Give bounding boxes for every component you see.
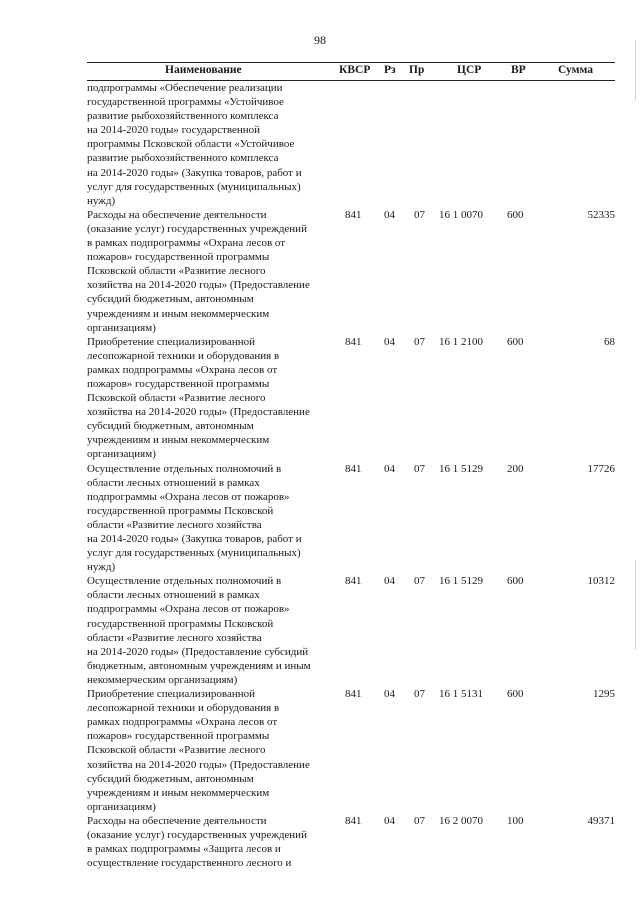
row-name-line: Расходы на обеспечение деятельности bbox=[87, 814, 267, 827]
row-name-line: учреждениям и иным некоммерческим bbox=[87, 307, 270, 320]
table-row bbox=[87, 462, 615, 575]
row-vr-cell: 600 bbox=[507, 208, 524, 221]
row-name-line: хозяйства на 2014-2020 годы» (Предоставление bbox=[87, 758, 310, 771]
row-name-line: области «Развитие лесного хозяйства bbox=[87, 631, 262, 644]
row-name-line: организациям) bbox=[87, 800, 156, 813]
row-kvsr-cell: 841 bbox=[345, 208, 362, 221]
row-name-line: хозяйства на 2014-2020 годы» (Предоставление bbox=[87, 406, 310, 419]
row-name-line: организациям) bbox=[87, 448, 156, 461]
row-rz-cell: 04 bbox=[384, 462, 395, 475]
row-sum-cell: 1295 bbox=[593, 688, 615, 701]
row-pr-cell: 07 bbox=[414, 575, 425, 588]
row-sum-cell: 17726 bbox=[587, 462, 615, 475]
row-vr-cell: 600 bbox=[507, 335, 524, 348]
row-name-line: государственной программы «Устойчивое bbox=[87, 96, 284, 109]
row-csr-cell: 16 2 0070 bbox=[439, 814, 483, 827]
row-vr-cell: 100 bbox=[507, 814, 524, 827]
scan-edge-mark bbox=[635, 560, 636, 650]
page-number: 98 bbox=[314, 33, 326, 47]
row-name-line: осуществление государственного лесного и bbox=[87, 857, 292, 870]
header-rz: Рз bbox=[384, 64, 396, 76]
row-name-cell bbox=[87, 574, 335, 687]
row-sum-cell: 49371 bbox=[587, 814, 615, 827]
row-name-line: подпрограммы «Охрана лесов от пожаров» bbox=[87, 490, 290, 503]
header-sum: Сумма bbox=[558, 64, 593, 76]
row-vr-cell: 600 bbox=[507, 575, 524, 588]
row-name-line: (оказание услуг) государственных учреждений bbox=[87, 222, 307, 235]
row-kvsr-cell: 841 bbox=[345, 335, 362, 348]
row-rz-cell: 04 bbox=[384, 814, 395, 827]
row-pr-cell: 07 bbox=[414, 335, 425, 348]
row-sum-cell: 68 bbox=[604, 335, 615, 348]
row-rz-cell: 04 bbox=[384, 688, 395, 701]
row-name-line: учреждениям и иным некоммерческим bbox=[87, 434, 270, 447]
row-name-line: (оказание услуг) государственных учреждений bbox=[87, 828, 307, 841]
row-csr-cell: 16 1 5131 bbox=[439, 688, 483, 701]
row-rz-cell: 04 bbox=[384, 575, 395, 588]
table-row bbox=[87, 208, 615, 335]
header-pr: Пр bbox=[409, 64, 425, 76]
row-name-line: Псковской области «Развитие лесного bbox=[87, 392, 266, 405]
table-row bbox=[87, 335, 615, 462]
header-kvsr: КВСР bbox=[339, 64, 371, 76]
row-name-line: Осуществление отдельных полномочий в bbox=[87, 575, 282, 588]
row-csr-cell: 16 1 5129 bbox=[439, 575, 483, 588]
row-name-line: лесопожарной техники и оборудования в bbox=[87, 349, 280, 362]
row-name-line: бюджетным, автономным учреждениям и иным bbox=[87, 659, 311, 672]
row-sum-cell: 52335 bbox=[587, 208, 615, 221]
row-name-line: подпрограммы «Обеспечение реализации bbox=[87, 82, 283, 94]
row-name-line: в рамках подпрограммы «Охрана лесов от bbox=[87, 237, 286, 250]
row-name-line: области «Развитие лесного хозяйства bbox=[87, 518, 262, 531]
row-name-line: области лесных отношений в рамках bbox=[87, 476, 260, 489]
row-name-line: нужд) bbox=[87, 194, 116, 207]
header-name: Наименование bbox=[165, 64, 242, 76]
row-csr-cell: 16 1 0070 bbox=[439, 208, 483, 221]
row-name-line: подпрограммы «Охрана лесов от пожаров» bbox=[87, 603, 290, 616]
row-name-line: пожаров» государственной программы bbox=[87, 730, 270, 743]
row-name-line: на 2014-2020 годы» государственной bbox=[87, 124, 260, 137]
row-name-line: на 2014-2020 годы» (Предоставление субсидий bbox=[87, 645, 309, 658]
row-name-line: рамках подпрограммы «Охрана лесов от bbox=[87, 363, 278, 376]
row-name-line: организациям) bbox=[87, 321, 156, 334]
row-name-line: государственной программы Псковской bbox=[87, 617, 274, 630]
row-name-line: на 2014-2020 годы» (Закупка товаров, работ и bbox=[87, 533, 302, 545]
row-name-line: субсидий бюджетным, автономным bbox=[87, 772, 254, 785]
row-sum-cell: 10312 bbox=[587, 575, 615, 588]
table-row bbox=[87, 574, 615, 687]
row-name-line: Осуществление отдельных полномочий в bbox=[87, 462, 282, 475]
row-kvsr-cell: 841 bbox=[345, 814, 362, 827]
row-vr-cell: 600 bbox=[507, 688, 524, 701]
row-name-line: области лесных отношений в рамках bbox=[87, 589, 260, 602]
row-pr-cell: 07 bbox=[414, 688, 425, 701]
row-name-line: услуг для государственных (муниципальных) bbox=[87, 547, 301, 560]
row-name-cell bbox=[87, 462, 335, 575]
row-pr-cell: 07 bbox=[414, 462, 425, 475]
row-pr-cell: 07 bbox=[414, 814, 425, 827]
row-name-line: пожаров» государственной программы bbox=[87, 377, 270, 390]
row-kvsr-cell: 841 bbox=[345, 688, 362, 701]
row-kvsr-cell: 841 bbox=[345, 575, 362, 588]
row-name-line: субсидий бюджетным, автономным bbox=[87, 420, 254, 433]
header-csr: ЦСР bbox=[457, 64, 482, 76]
row-name-line: нужд) bbox=[87, 561, 116, 574]
row-pr-cell: 07 bbox=[414, 208, 425, 221]
row-name-line: Приобретение специализированной bbox=[87, 335, 256, 348]
table-row bbox=[87, 814, 615, 870]
row-name-line: в рамках подпрограммы «Защита лесов и bbox=[87, 843, 281, 856]
table-header bbox=[87, 62, 615, 81]
scan-edge-mark bbox=[635, 40, 636, 100]
row-csr-cell: 16 1 2100 bbox=[439, 335, 483, 348]
row-name-line: государственной программы Псковской bbox=[87, 504, 274, 517]
row-rz-cell: 04 bbox=[384, 208, 395, 221]
row-name-cell bbox=[87, 208, 335, 335]
row-name-line: Псковской области «Развитие лесного bbox=[87, 265, 266, 278]
table-row bbox=[87, 81, 615, 208]
row-name-line: пожаров» государственной программы bbox=[87, 251, 270, 264]
row-name-line: на 2014-2020 годы» (Закупка товаров, работ и bbox=[87, 166, 302, 179]
row-name-cell bbox=[87, 687, 335, 814]
row-name-line: Псковской области «Развитие лесного bbox=[87, 744, 266, 757]
row-name-line: учреждениям и иным некоммерческим bbox=[87, 786, 270, 799]
row-name-line: развитие рыбохозяйственного комплекса bbox=[87, 110, 279, 123]
row-name-line: хозяйства на 2014-2020 годы» (Предоставление bbox=[87, 279, 310, 292]
row-name-line: рамках подпрограммы «Охрана лесов от bbox=[87, 716, 278, 729]
row-kvsr-cell: 841 bbox=[345, 462, 362, 475]
table-row bbox=[87, 687, 615, 814]
row-name-cell bbox=[87, 335, 335, 462]
row-name-line: Расходы на обеспечение деятельности bbox=[87, 208, 267, 221]
row-name-line: программы Псковской области «Устойчивое bbox=[87, 138, 295, 151]
row-name-line: субсидий бюджетным, автономным bbox=[87, 293, 254, 306]
row-name-line: развитие рыбохозяйственного комплекса bbox=[87, 152, 279, 165]
row-name-line: лесопожарной техники и оборудования в bbox=[87, 702, 280, 715]
row-name-line: услуг для государственных (муниципальных) bbox=[87, 180, 301, 193]
row-rz-cell: 04 bbox=[384, 335, 395, 348]
budget-table bbox=[87, 62, 615, 870]
row-name-line: Приобретение специализированной bbox=[87, 688, 256, 701]
row-name-cell bbox=[87, 814, 335, 870]
row-csr-cell: 16 1 5129 bbox=[439, 462, 483, 475]
header-vr: ВР bbox=[511, 64, 526, 76]
row-vr-cell: 200 bbox=[507, 462, 524, 475]
row-name-cell bbox=[87, 81, 335, 208]
table-body bbox=[87, 81, 615, 870]
row-name-line: некоммерческим организациям) bbox=[87, 673, 238, 686]
